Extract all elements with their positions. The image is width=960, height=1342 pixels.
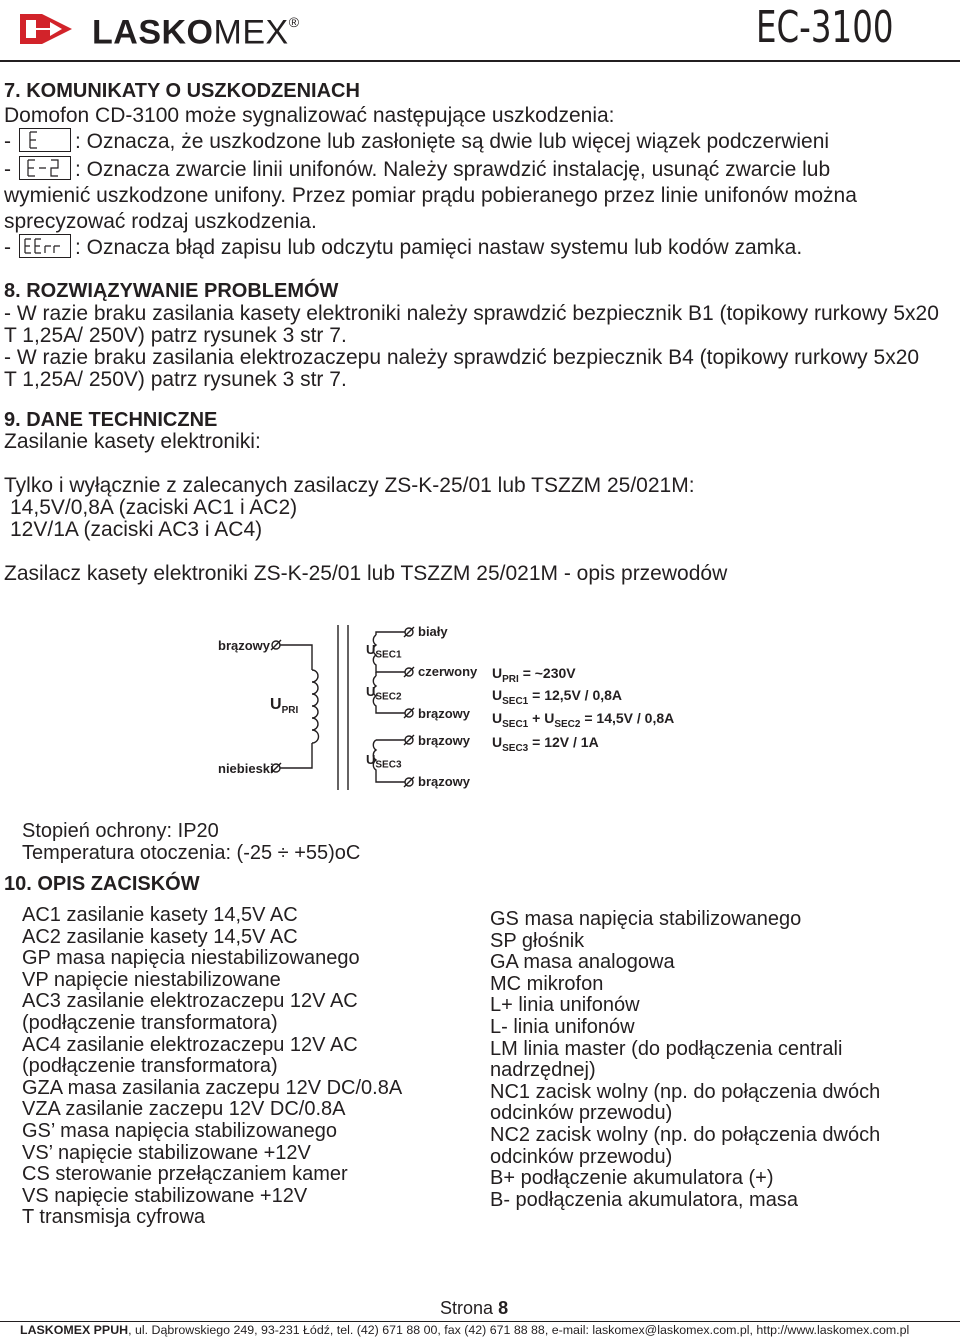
terminal-list-item: (podłączenie transformatora) [22, 1055, 278, 1078]
lcd-e-icon [19, 128, 71, 152]
brand-name: LASKOMEX® [92, 13, 300, 52]
wire-primary-blue: niebieski [218, 761, 274, 776]
wire-brown-3: brązowy [418, 774, 471, 789]
wiring-title: Zasilacz kasety elektroniki ZS-K-25/01 lub TSZZM 25/021M - opis przewodów [4, 562, 728, 585]
terminal-list-right [490, 909, 880, 1211]
wire-white: biały [418, 624, 448, 639]
terminal-list-item: GP masa napięcia niestabilizowanego [22, 947, 360, 970]
terminal-list-item: GA masa analogowa [490, 951, 675, 974]
label-u-pri: $U_{PRI}$ [270, 696, 299, 717]
error-item-2: - : Oznacza zwarcie linii unifonów. Należy sprawdzić instalację, usunąć zwarcie lub [4, 158, 831, 181]
lcd-e-2-icon [19, 156, 71, 180]
terminal-list-item: odcinków przewodu) [490, 1102, 673, 1125]
section-7-title: 7. KOMUNIKATY O USZKODZENIACH [4, 80, 360, 102]
error-item-1: - : Oznacza, że uszkodzone lub zasłonięte są dwie lub więcej wiązek podczerwieni [4, 130, 830, 153]
model-name: EC-3100 [756, 2, 894, 53]
terminal-list-item: SP głośnik [490, 929, 585, 952]
terminal-list-item: GS masa napięcia stabilizowanego [490, 908, 802, 930]
terminal-list-item: GS’ masa napięcia stabilizowanego [22, 1119, 337, 1142]
terminal-list-item: GZA masa zasilania zaczepu 12V DC/0.8A [22, 1076, 403, 1099]
section-10-title: 10. OPIS ZACISKÓW [4, 873, 200, 895]
terminal-list-item: AC4 zasilanie elektrozaczepu 12V AC [22, 1033, 358, 1056]
transformer-wiring-diagram [200, 610, 720, 800]
terminal-list-item: MC mikrofon [490, 972, 604, 995]
header-divider [0, 60, 960, 62]
supply-voltage-1: 14,5V/0,8A (zaciski AC1 i AC2) [10, 496, 298, 519]
label-u-sec3: $U_{SEC3}$ [366, 752, 402, 771]
section-7-intro: Domofon CD-3100 może sygnalizować następujące uszkodzenia: [4, 104, 615, 127]
footer-divider [0, 1321, 960, 1322]
terminal-list-item: B+ podłączenie akumulatora (+) [490, 1167, 774, 1190]
terminal-list-item: AC1 zasilanie kasety 14,5V AC [22, 904, 298, 926]
section-8-para-1-cont: T 1,25A/ 250V) patrz rysunek 3 str 7. [4, 324, 347, 347]
laskomex-logo-icon [20, 14, 72, 44]
error-item-2-cont-2: sprecyzować rodzaj uszkodzenia. [4, 210, 317, 233]
terminal-list-item: NC2 zacisk wolny (np. do połączenia dwóch [490, 1123, 881, 1146]
terminal-list-item: L- linia unifonów [490, 1015, 635, 1038]
terminal-list-item: VZA zasilanie zaczepu 12V DC/0.8A [22, 1098, 346, 1121]
company-info: LASKOMEX PPUH, ul. Dąbrowskiego 249, 93-231 Łódź, tel. (42) 671 88 00, fax (42) 671 88 88, e-mail: laskomex@laskomex.com.pl, http://www.laskomex.com.pl [20, 1323, 910, 1337]
protection-rating: Stopień ochrony: IP20 [22, 820, 219, 842]
supply-voltage-2: 12V/1A (zaciski AC3 i AC4) [10, 518, 263, 541]
lcd-eerr-icon [19, 234, 71, 258]
wire-red: czerwony [418, 664, 478, 679]
terminal-list-item: nadrzędnej) [490, 1059, 596, 1082]
page-number: Strona 8 [440, 1298, 509, 1318]
supply-only: Tylko i wyłącznie z zalecanych zasilaczy ZS-K-25/01 lub TSZZM 25/021M: [4, 474, 695, 497]
terminal-list-item: T transmisja cyfrowa [22, 1206, 206, 1229]
error-item-3: - : Oznacza błąd zapisu lub odczytu pamięci nastaw systemu lub kodów zamka. [4, 236, 803, 259]
terminal-list-item: B- podłączenia akumulatora, masa [490, 1188, 798, 1211]
eq-u-pri: $U_{PRI}$ = ~230V [492, 665, 576, 685]
terminal-list-item: AC3 zasilanie elektrozaczepu 12V AC [22, 990, 358, 1013]
eq-u-sec3: $U_{SEC3} = 12V / 1A$ [492, 734, 599, 754]
terminal-list-item: CS sterowanie przełączaniem kamer [22, 1163, 348, 1186]
terminal-list-item: VP napięcie niestabilizowane [22, 968, 281, 991]
eq-u-sec1: $U_{SEC1} = 12,5V / 0,8A$ [492, 687, 623, 707]
terminal-list-item: odcinków przewodu) [490, 1145, 673, 1168]
terminal-list-item: LM linia master (do podłączenia centrali [490, 1037, 843, 1060]
section-8-para-1: - W razie braku zasilania kasety elektroniki należy sprawdzić bezpiecznik B1 (topikowy rurkowy 5x20 [4, 302, 939, 325]
terminal-list-item: L+ linia unifonów [490, 994, 640, 1017]
terminal-list-item: VS napięcie stabilizowane +12V [22, 1184, 308, 1207]
terminal-list-left [22, 905, 402, 1229]
wire-brown-1: brązowy [418, 706, 471, 721]
terminal-list-item: (podłączenie transformatora) [22, 1011, 278, 1034]
eq-u-sec1-sec2: $U_{SEC1} + U_{SEC2} = 14,5V / 0,8A$ [492, 710, 675, 730]
section-8-para-2: - W razie braku zasilania elektrozaczepu należy sprawdzić bezpiecznik B4 (topikowy rurkowy 5x20 [4, 346, 920, 369]
label-u-sec1: $U_{SEC1}$ [366, 642, 402, 661]
section-9-title: 9. DANE TECHNICZNE [4, 409, 218, 431]
terminal-list-item: VS’ napięcie stabilizowane +12V [22, 1141, 311, 1164]
supply-label: Zasilanie kasety elektroniki: [4, 430, 261, 453]
section-8-para-2-cont: T 1,25A/ 250V) patrz rysunek 3 str 7. [4, 368, 347, 391]
wire-brown-2: brązowy [418, 733, 471, 748]
ambient-temperature: Temperatura otoczenia: (-25 ÷ +55)oC [22, 842, 361, 864]
section-8-title: 8. ROZWIĄZYWANIE PROBLEMÓW [4, 280, 339, 302]
label-u-sec2: $U_{SEC2}$ [366, 684, 402, 703]
error-item-2-cont-1: wymienić uszkodzone unifony. Przez pomiar prądu pobieranego przez linie unifonów można [4, 184, 857, 207]
terminal-list-item: AC2 zasilanie kasety 14,5V AC [22, 925, 298, 948]
terminal-list-item: NC1 zacisk wolny (np. do połączenia dwóch [490, 1080, 881, 1103]
wire-primary-brown: brązowy [218, 638, 271, 653]
